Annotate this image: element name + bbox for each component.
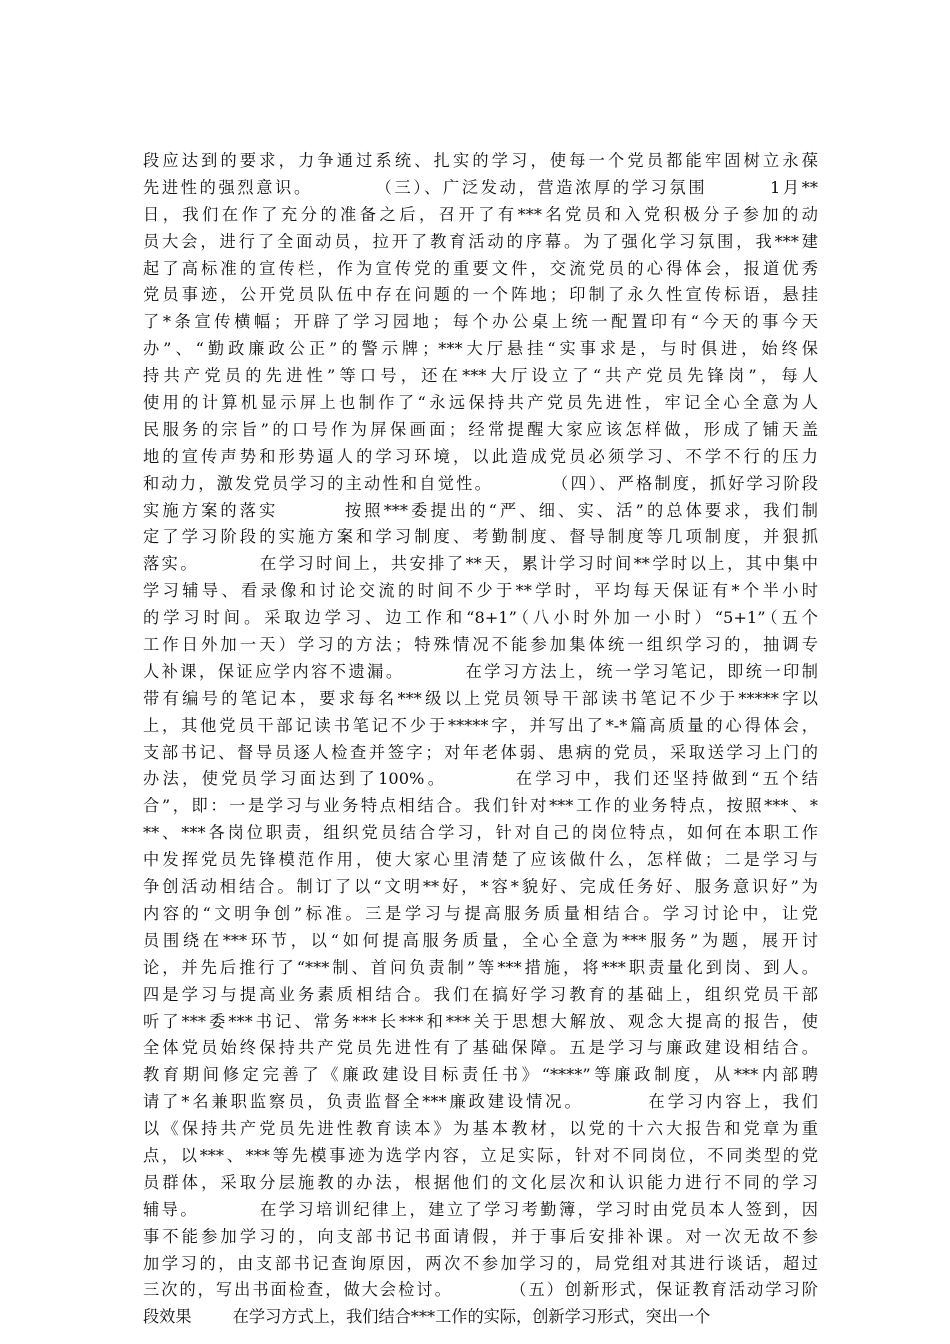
text-line: 全体党员始终保持共产党员先进性有了基础保障。五是学习与廉政建设相结合。 (143, 1038, 818, 1058)
text-line: 实施方案的落实 按照***委提出的“严、细、实、活”的总体要求，我们制 (143, 500, 818, 520)
text-line: 合”，即：一是学习与业务特点相结合。我们针对***工作的业务特点，按照***、* (143, 796, 818, 816)
text-line: 点，以***、***等先模事迹为选学内容，立足实际，针对不同岗位，不同类型的党 (143, 1145, 818, 1165)
text-line: 事不能参加学习的，向支部书记书面请假，并于事后安排补课。对一次无故不参 (143, 1226, 818, 1246)
text-line: 办”、“勤政廉政公正”的警示牌；***大厅悬挂“实事求是，与时俱进，始终保 (143, 339, 818, 359)
text-line: 以《保持共产党员先进性教育读本》为基本教材，以党的十六大报告和党章为重 (143, 1119, 818, 1139)
text-line: 员群体，采取分层施教的办法，根据他们的文化层次和认识能力进行不同的学习 (143, 1172, 818, 1192)
text-line: 中发挥党员先锋模范作用，使大家心里清楚了应该做什么，怎样做；二是学习与 (143, 850, 818, 870)
text-line: 地的宣传声势和形势逼人的学习环境，以此造成党员必须学习、不学不行的压力 (143, 446, 818, 466)
text-line: 辅导。 在学习培训纪律上，建立了学习考勤簿，学习时由党员本人签到，因 (143, 1199, 818, 1219)
text-line: 四是学习与提高业务素质相结合。我们在搞好学习教育的基础上，组织党员干部 (143, 984, 818, 1004)
text-line: 人补课，保证应学内容不遗漏。 在学习方法上，统一学习笔记，即统一印制 (143, 661, 818, 681)
text-line: 请了*名兼职监察员，负责监督全***廉政建设情况。 在学习内容上，我们 (143, 1092, 818, 1112)
text-line: 争创活动相结合。制订了以“文明**好，*容*貌好、完成任务好、服务意识好”为 (143, 877, 818, 897)
text-line: 工作日外加一天）学习的方法；特殊情况不能参加集体统一组织学习的，抽调专 (143, 635, 818, 655)
text-line: 先进性的强烈意识。 （三）、广泛发动，营造浓厚的学习氛围 1月** (143, 177, 818, 197)
text-line: 落实。 在学习时间上，共安排了**天，累计学习时间**学时以上，其中集中 (143, 554, 818, 574)
text-line: 日，我们在作了充分的准备之后，召开了有***名党员和入党积极分子参加的动 (143, 204, 818, 224)
text-line: 和动力，激发党员学习的主动性和自觉性。 （四）、严格制度，抓好学习阶段 (143, 473, 818, 493)
text-line: 党员事迹，公开党员队伍中存在问题的一个阵地；印制了永久性宣传标语，悬挂 (143, 285, 818, 305)
text-line: 使用的计算机显示屏上也制作了“永远保持共产党员先进性，牢记全心全意为人 (143, 393, 818, 413)
text-line: 段应达到的要求，力争通过系统、扎实的学习，使每一个党员都能牢固树立永葆 (143, 151, 818, 170)
text-line: 听了***委***书记、常务***长***和***关于思想大解放、观念大提高的报告，使 (143, 1011, 818, 1031)
text-line: 民服务的宗旨”的口号作为屏保画面；经常提醒大家应该怎样做，形成了铺天盖 (143, 419, 818, 439)
text-line: 三次的，写出书面检查，做大会检讨。 （五）创新形式，保证教育活动学习阶 (143, 1280, 818, 1300)
text-line: 员大会，进行了全面动员，拉开了教育活动的序幕。为了强化学习氛围，我***建 (143, 231, 818, 251)
text-line: 加学习的，由支部书记查询原因，两次不参加学习的，局党组对其进行谈话，超过 (143, 1253, 818, 1273)
text-line: 论，并先后推行了“***制、首问负责制”等***措施，将***职责量化到岗、到人。 (143, 957, 818, 977)
text-line: 教育期间修定完善了《廉政建设目标责任书》“****”等廉政制度，从***内部聘 (143, 1065, 818, 1085)
text-line: 内容的“文明争创”标准。三是学习与提高服务质量相结合。学习讨论中，让党 (143, 903, 818, 923)
text-line: 起了高标准的宣传栏，作为宣传党的重要文件，交流党员的心得体会，报道优秀 (143, 258, 818, 278)
text-line: 支部书记、督导员逐人检查并签字；对年老体弱、患病的党员，采取送学习上门的 (143, 742, 818, 762)
text-line: 上，其他党员干部记读书笔记不少于*****字，并写出了*-*篇高质量的心得体会， (143, 715, 818, 735)
text-line: 段效果 在学习方式上，我们结合***工作的实际，创新学习形式，突出一个 (143, 1307, 711, 1327)
text-line: 了*条宣传横幅；开辟了学习园地；每个办公桌上统一配置印有“今天的事今天 (143, 312, 818, 332)
text-line: 办法，使党员学习面达到了100%。 在学习中，我们还坚持做到“五个结 (143, 769, 818, 789)
body-text (143, 148, 818, 1331)
text-line: 的学习时间。采取边学习、边工作和“8+1”（八小时外加一小时）“5+1”（五个 (143, 608, 818, 628)
text-line: **、***各岗位职责，组织党员结合学习，针对自己的岗位特点，如何在本职工作 (143, 823, 818, 843)
text-line: 定了学习阶段的实施方案和学习制度、考勤制度、督导制度等几项制度，并狠抓 (143, 527, 818, 547)
text-line: 带有编号的笔记本，要求每名***级以上党员领导干部读书笔记不少于*****字以 (143, 688, 818, 708)
text-line: 学习辅导、看录像和讨论交流的时间不少于**学时，平均每天保证有*个半小时 (143, 581, 818, 601)
text-line: 员围绕在***环节，以“如何提高服务质量，全心全意为***服务”为题，展开讨 (143, 930, 818, 950)
text-line: 持共产党员的先进性”等口号，还在***大厅设立了“共产党员先锋岗”，每人 (143, 366, 818, 386)
